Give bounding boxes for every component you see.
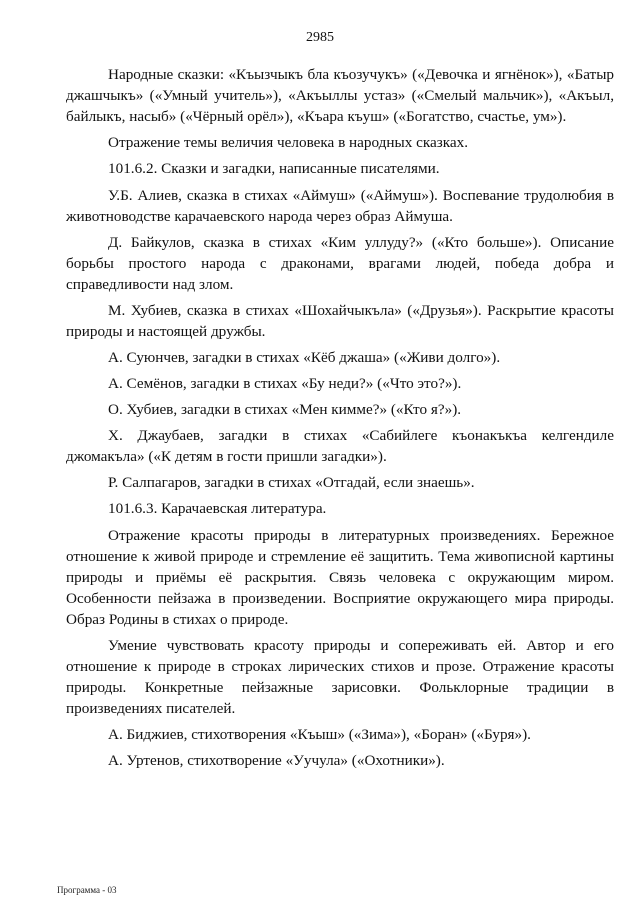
- page-number: 2985: [306, 30, 334, 45]
- paragraph-aliev: У.Б. Алиев, сказка в стихах «Аймуш» («Аймуш»). Воспевание трудолюбия в животноводстве карачаевского народа через образ Аймуша.: [66, 187, 614, 225]
- paragraph-folk-tales: Народные сказки: «Къызчыкъ бла къозучукъ» («Девочка и ягнёнок»), «Батыр джашчыкъ» («Умный учитель»), «Акъыллы устаз» («Смелый мальчик»), «Акъыл, байлыкъ, насыб» («Чёрный орёл»), «Къара къуш» («Богатство, счастье, ум»).: [66, 66, 614, 125]
- page-footer: Программа - 03: [57, 885, 117, 895]
- paragraph-feel-beauty: Умение чувствовать красоту природы и сопереживать ей. Автор и его отношение к природе в строках лирических стихов и прозе. Отражение красоты природы. Конкретные пейзажные зарисовки. Фольклорные традиции в произведениях писателей.: [66, 637, 614, 717]
- paragraph-bidzhiev: А. Биджиев, стихотворения «Къыш» («Зима»), «Боран» («Буря»).: [108, 726, 531, 743]
- paragraph-suyunchev: А. Суюнчев, загадки в стихах «Кёб джаша» («Живи долго»).: [108, 349, 501, 366]
- paragraph-m-khubiev: М. Хубиев, сказка в стихах «Шохайчыкъла» («Друзья»). Раскрытие красоты природы и настоящей дружбы.: [66, 302, 614, 340]
- paragraph-nature-reflection: Отражение красоты природы в литературных произведениях. Бережное отношение к живой природе и стремление её защитить. Тема живописной картины природы и приёмы её раскрытия. Связь человека с окружающим миром. Особенности пейзажа в произведении. Восприятие окружающего мира природы. Образ Родины в стихах о природе.: [66, 527, 614, 628]
- paragraph-theme-greatness: Отражение темы величия человека в народных сказках.: [108, 134, 469, 151]
- paragraph-salpagarov: Р. Салпагаров, загадки в стихах «Отгадай, если знаешь».: [108, 474, 475, 491]
- paragraph-baykulov: Д. Байкулов, сказка в стихах «Ким уллуду?» («Кто больше»). Описание борьбы простого народа с драконами, врагами людей, победа добра и справедливости над злом.: [66, 234, 614, 293]
- paragraph-semenov: А. Семёнов, загадки в стихах «Бу неди?» («Что это?»).: [108, 375, 462, 392]
- paragraph-dzhaubaev: Х. Джаубаев, загадки в стихах «Сабийлеге къонакъкъа келгендиле джомакъла» («К детям в гости пришли загадки»).: [66, 427, 614, 465]
- section-heading-101-6-3: 101.6.3. Карачаевская литература.: [108, 500, 327, 517]
- section-heading-101-6-2: 101.6.2. Сказки и загадки, написанные писателями.: [108, 160, 440, 177]
- paragraph-o-khubiev: О. Хубиев, загадки в стихах «Мен кимме?» («Кто я?»).: [108, 401, 462, 418]
- paragraph-urtenov: А. Уртенов, стихотворение «Уучула» («Охотники»).: [108, 752, 445, 769]
- document-body: [66, 64, 614, 776]
